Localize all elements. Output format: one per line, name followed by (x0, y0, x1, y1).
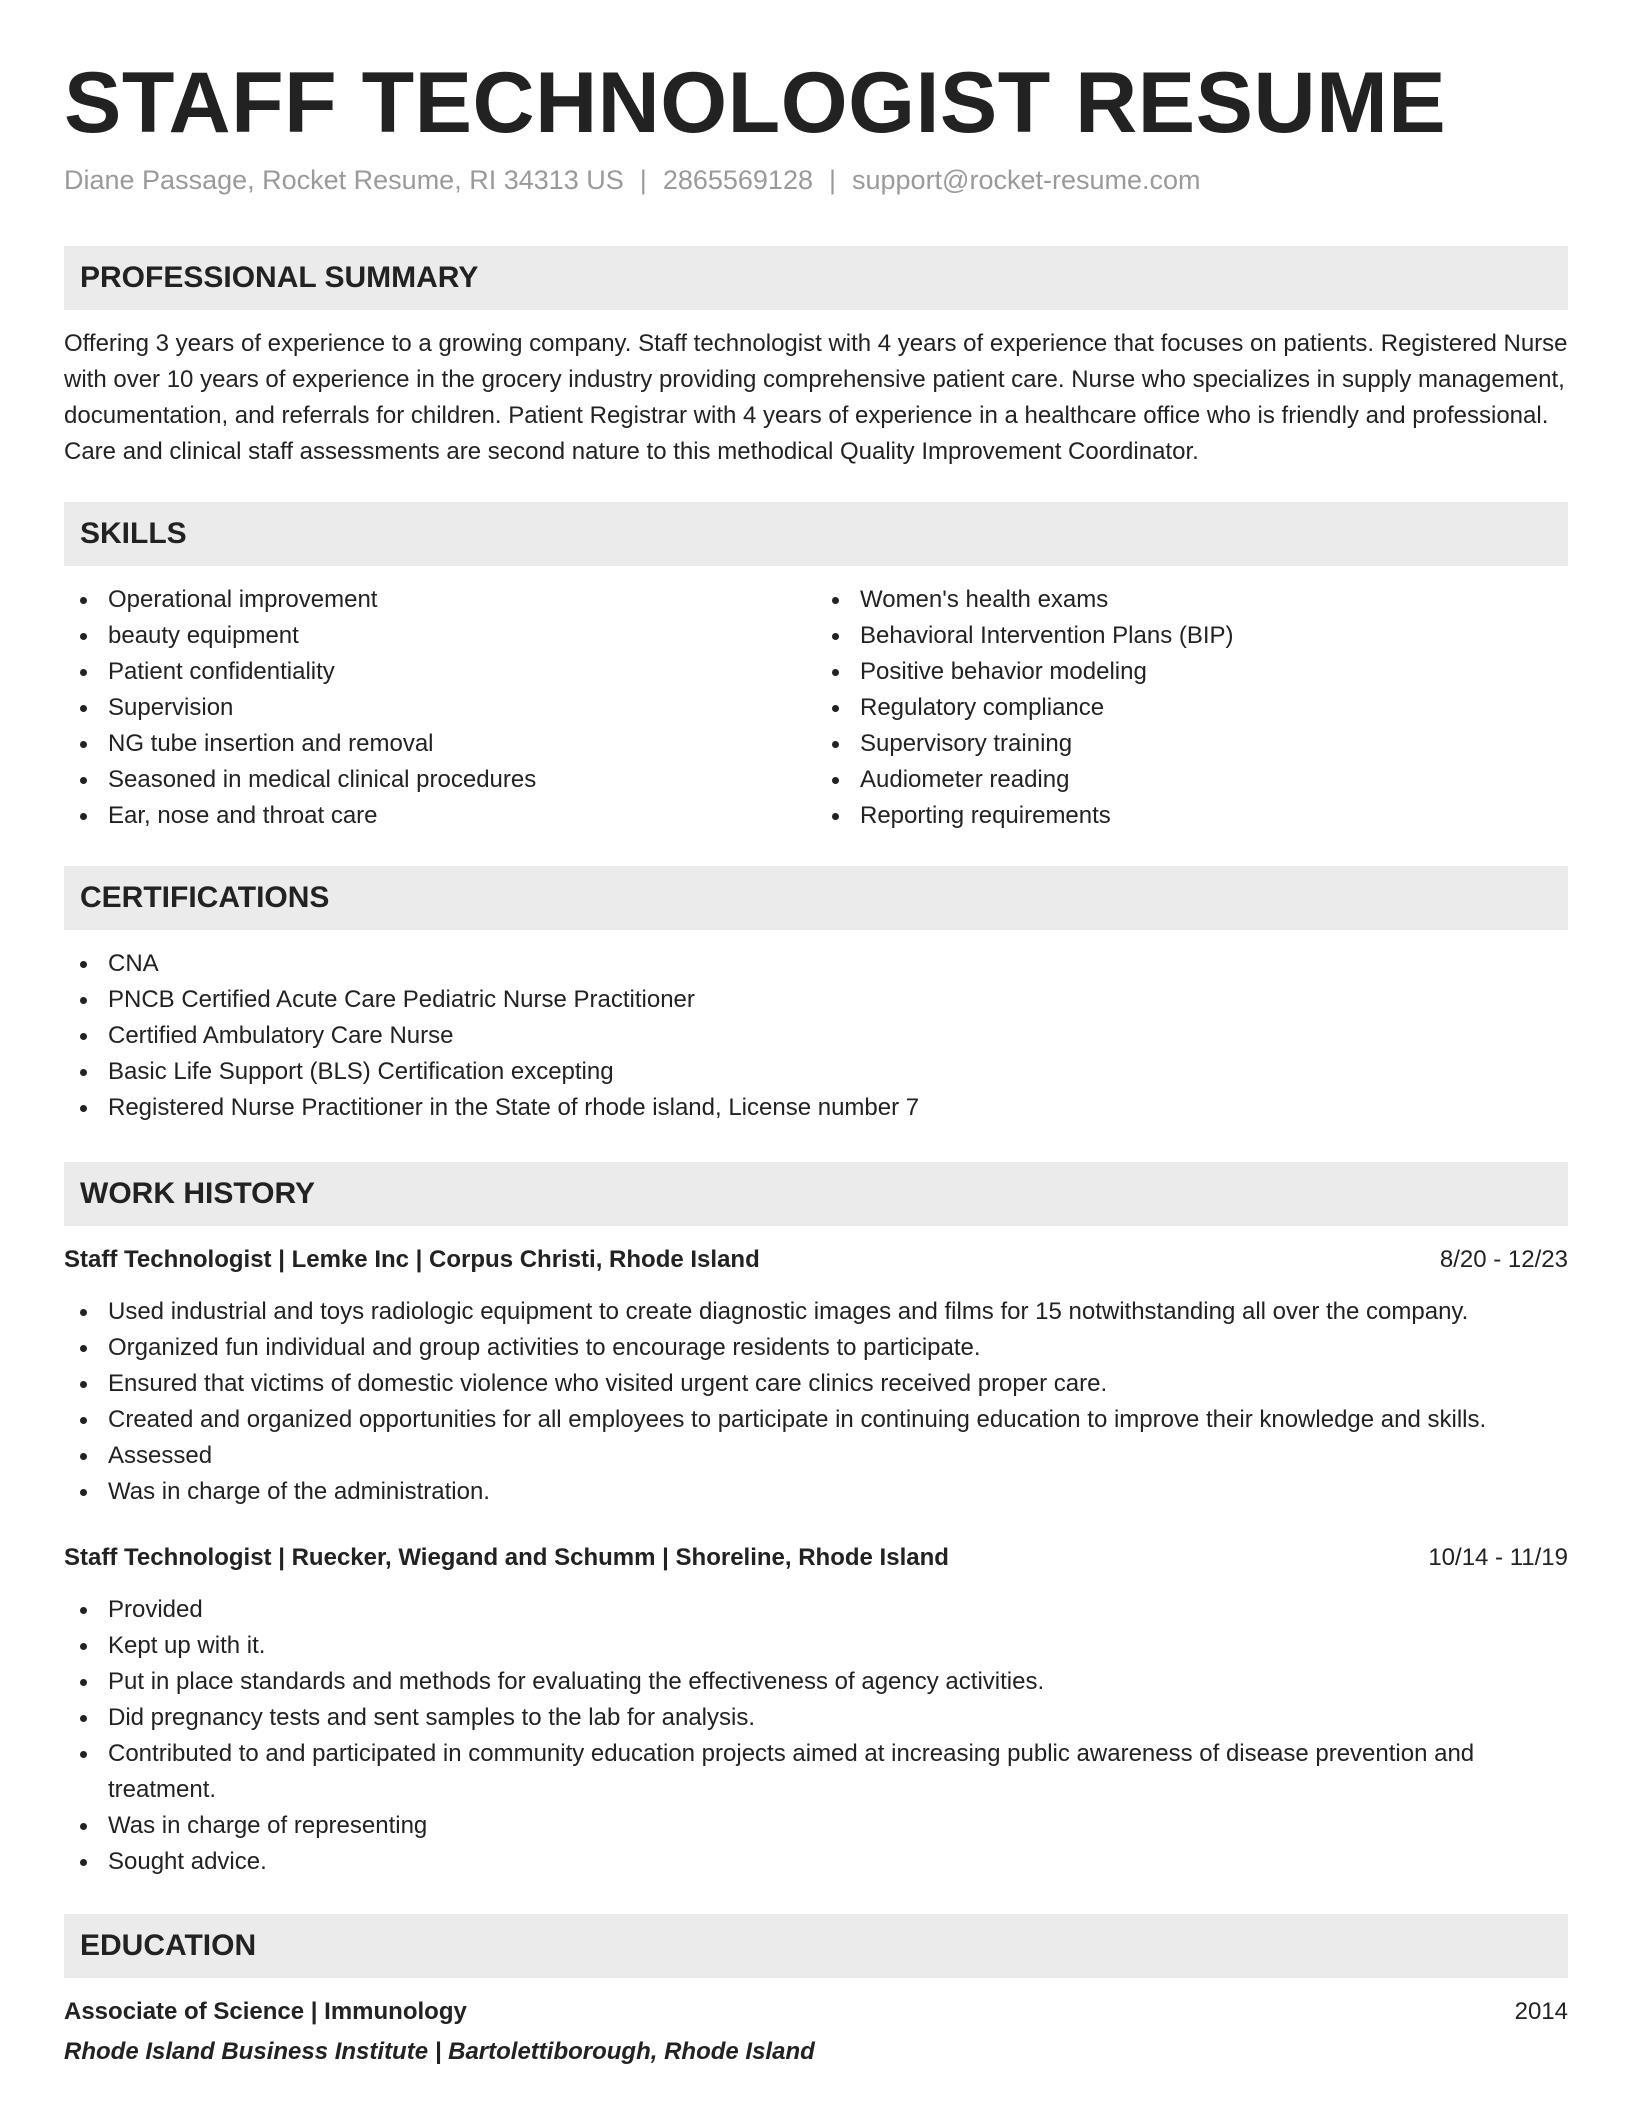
job-bullet: Assessed (64, 1438, 1568, 1474)
skill-item: beauty equipment (64, 618, 816, 654)
job-bullet: Was in charge of the administration. (64, 1474, 1568, 1510)
education-school: Rhode Island Business Institute | Bartolettiborough, Rhode Island (64, 2038, 815, 2065)
section-header-skills: SKILLS (64, 502, 1568, 566)
skills-grid (64, 582, 1568, 834)
job-bullet: Created and organized opportunities for all employees to participate in continuing education to improve their knowledge and skills. (64, 1402, 1568, 1438)
skill-item: Reporting requirements (816, 798, 1568, 834)
job-bullet: Used industrial and toys radiologic equipment to create diagnostic images and films for 15 notwithstanding all over the company. (64, 1294, 1568, 1330)
job-bullet: Kept up with it. (64, 1628, 1568, 1664)
job-title: Staff Technologist | Lemke Inc | Corpus Christi, Rhode Island (64, 1246, 760, 1273)
resume-title: STAFF TECHNOLOGIST RESUME (64, 55, 1447, 151)
skill-item: Supervisory training (816, 726, 1568, 762)
contact-address: Diane Passage, Rocket Resume, RI 34313 US (64, 165, 624, 195)
contact-separator: | (639, 165, 647, 195)
contact-phone: 2865569128 (662, 165, 813, 195)
section-header-summary: PROFESSIONAL SUMMARY (64, 246, 1568, 310)
skill-item: Patient confidentiality (64, 654, 816, 690)
certification-item: Registered Nurse Practitioner in the State of rhode island, License number 7 (64, 1090, 1568, 1126)
job-bullet: Put in place standards and methods for evaluating the effectiveness of agency activities. (64, 1664, 1568, 1700)
section-header-work-history: WORK HISTORY (64, 1162, 1568, 1226)
skill-item: Behavioral Intervention Plans (BIP) (816, 618, 1568, 654)
certification-item: CNA (64, 946, 1568, 982)
job-header (64, 1242, 1568, 1278)
job-bullet: Did pregnancy tests and sent samples to the lab for analysis. (64, 1700, 1568, 1736)
contact-separator: | (828, 165, 836, 195)
skills-column-left (64, 582, 816, 834)
job-bullet: Was in charge of representing (64, 1808, 1568, 1844)
skill-item: Regulatory compliance (816, 690, 1568, 726)
certifications-list (64, 946, 1568, 1126)
skill-item: Audiometer reading (816, 762, 1568, 798)
skill-item: NG tube insertion and removal (64, 726, 816, 762)
certification-item: Basic Life Support (BLS) Certification excepting (64, 1054, 1568, 1090)
skill-item: Operational improvement (64, 582, 816, 618)
job-bullets (64, 1294, 1568, 1510)
education-header (64, 1994, 1568, 2030)
job-bullet: Sought advice. (64, 1844, 1568, 1880)
job-bullet: Contributed to and participated in community education projects aimed at increasing public awareness of disease prevention and treatment. (64, 1736, 1568, 1808)
section-header-education: EDUCATION (64, 1914, 1568, 1978)
job-dates: 10/14 - 11/19 (1428, 1544, 1568, 1571)
skill-item: Positive behavior modeling (816, 654, 1568, 690)
job-bullet: Provided (64, 1592, 1568, 1628)
job-bullet: Ensured that victims of domestic violence who visited urgent care clinics received proper care. (64, 1366, 1568, 1402)
skill-item: Women's health exams (816, 582, 1568, 618)
job-dates: 8/20 - 12/23 (1439, 1246, 1568, 1273)
certification-item: Certified Ambulatory Care Nurse (64, 1018, 1568, 1054)
skills-column-right (816, 582, 1568, 834)
education-year: 2014 (1514, 1998, 1568, 2025)
job-title: Staff Technologist | Ruecker, Wiegand and Schumm | Shoreline, Rhode Island (64, 1544, 949, 1571)
education-degree: Associate of Science | Immunology (64, 1998, 467, 2025)
job-bullets (64, 1592, 1568, 1880)
summary-text: Offering 3 years of experience to a growing company. Staff technologist with 4 years of experience that focuses on patients. Registered Nurse with over 10 years of experience in the grocery industry providing comprehensive patient care. Nurse who specializes in supply management, documentation, and referrals for children. Patient Registrar with 4 years of experience in a healthcare office who is friendly and professional. Care and clinical staff assessments are second nature to this methodical Quality Improvement Coordinator. (64, 330, 1568, 465)
certification-item: PNCB Certified Acute Care Pediatric Nurse Practitioner (64, 982, 1568, 1018)
contact-line (64, 162, 1568, 198)
skill-item: Seasoned in medical clinical procedures (64, 762, 816, 798)
section-header-certifications: CERTIFICATIONS (64, 866, 1568, 930)
skill-item: Ear, nose and throat care (64, 798, 816, 834)
contact-email[interactable]: support@rocket-resume.com (852, 165, 1201, 195)
job-header (64, 1540, 1568, 1576)
skill-item: Supervision (64, 690, 816, 726)
job-bullet: Organized fun individual and group activities to encourage residents to participate. (64, 1330, 1568, 1366)
